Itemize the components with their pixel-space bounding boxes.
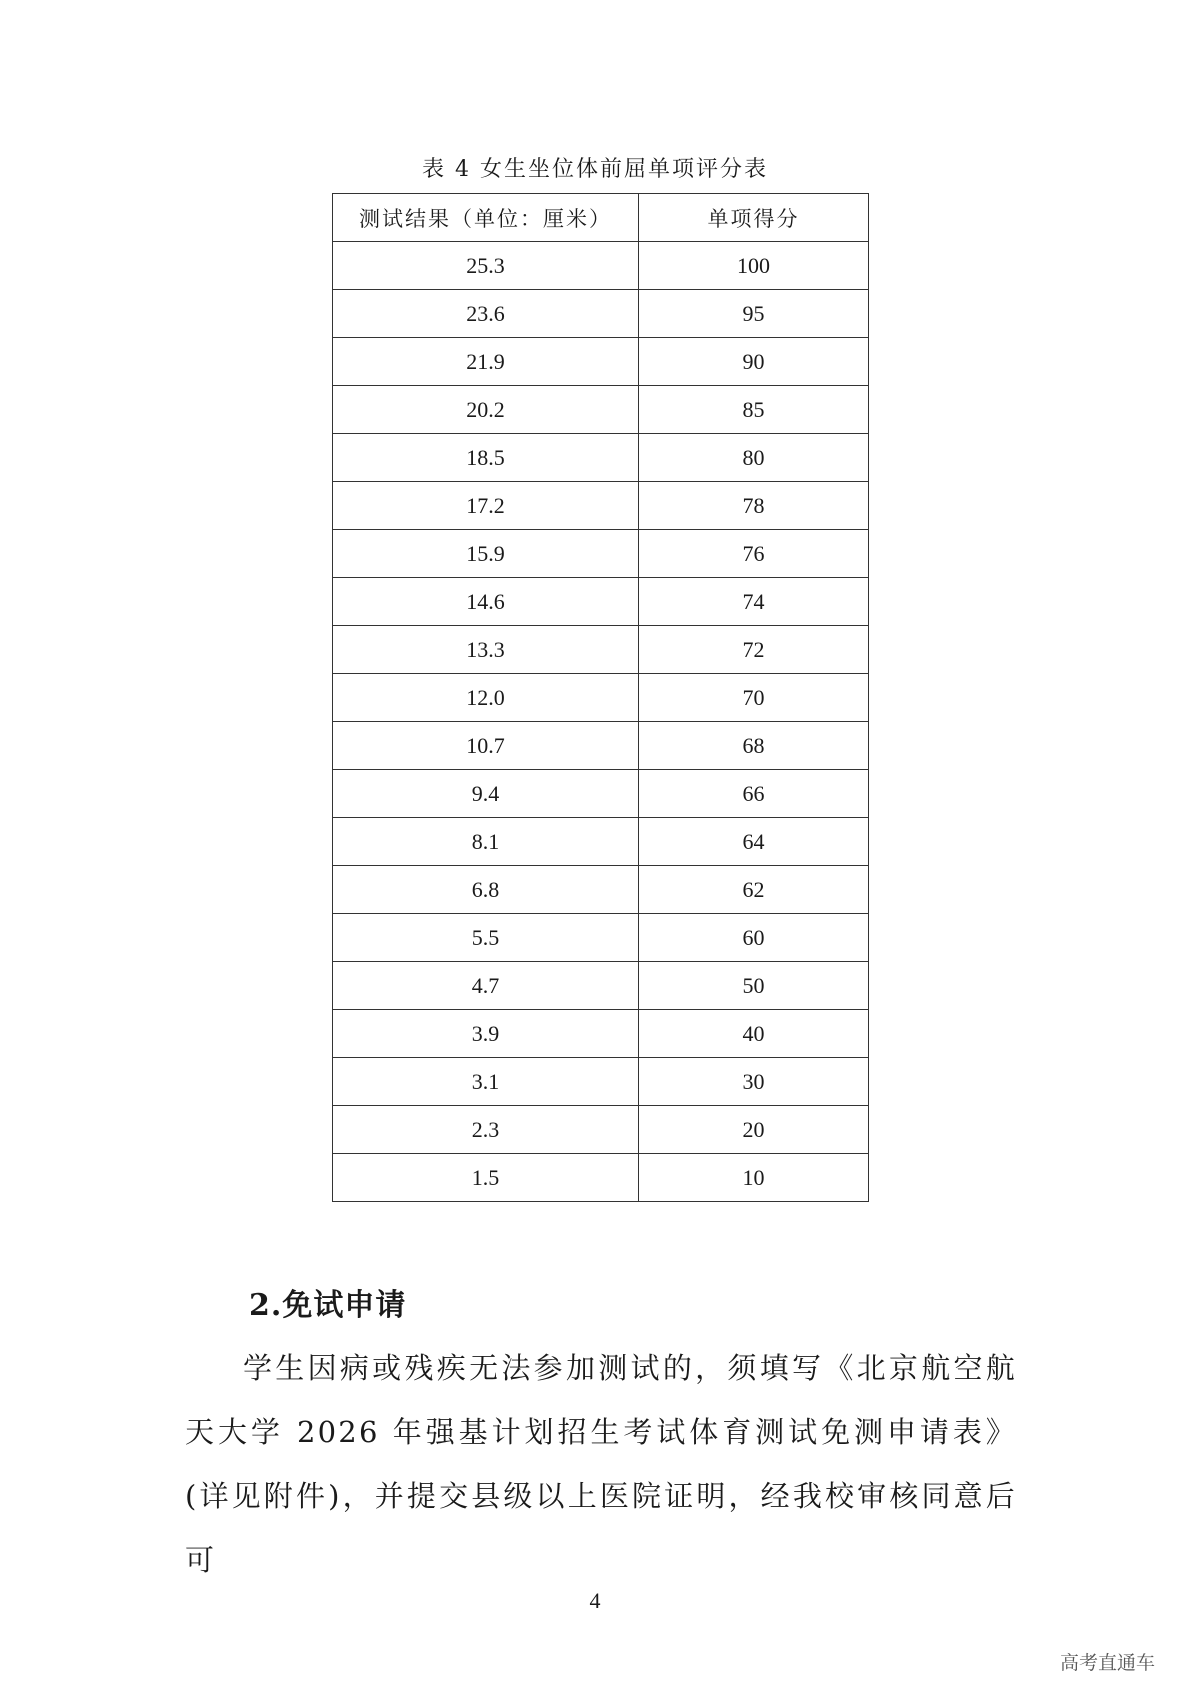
score-cell: 80 (639, 434, 869, 482)
table-row (333, 530, 869, 578)
result-cell: 10.7 (333, 722, 639, 770)
score-cell: 100 (639, 242, 869, 290)
score-cell: 66 (639, 770, 869, 818)
table-row (333, 482, 869, 530)
table-caption: 表 4 女生坐位体前屈单项评分表 (422, 157, 768, 182)
score-cell: 90 (639, 338, 869, 386)
score-cell: 85 (639, 386, 869, 434)
table-row (333, 386, 869, 434)
table-row (333, 1058, 869, 1106)
result-cell: 5.5 (333, 914, 639, 962)
score-cell: 50 (639, 962, 869, 1010)
watermark: 高考直通车 (1060, 1652, 1156, 1674)
header-result: 测试结果（单位：厘米） (333, 194, 639, 242)
score-cell: 64 (639, 818, 869, 866)
table-row (333, 434, 869, 482)
score-cell: 78 (639, 482, 869, 530)
result-cell: 3.1 (333, 1058, 639, 1106)
result-cell: 20.2 (333, 386, 639, 434)
score-cell: 95 (639, 290, 869, 338)
table-row (333, 1154, 869, 1202)
result-cell: 23.6 (333, 290, 639, 338)
score-cell: 76 (639, 530, 869, 578)
result-cell: 15.9 (333, 530, 639, 578)
score-cell: 20 (639, 1106, 869, 1154)
table-row (333, 1106, 869, 1154)
result-cell: 13.3 (333, 626, 639, 674)
table-header-row (333, 194, 869, 242)
result-cell: 14.6 (333, 578, 639, 626)
table-row (333, 290, 869, 338)
section-paragraph: 学生因病或残疾无法参加测试的，须填写《北京航空航天大学 2026 年强基计划招生考试体育测试免测申请表》(详见附件)，并提交县级以上医院证明，经我校审核同意后可 (185, 1351, 1017, 1577)
result-cell: 3.9 (333, 1010, 639, 1058)
result-cell: 9.4 (333, 770, 639, 818)
table-row (333, 578, 869, 626)
result-cell: 12.0 (333, 674, 639, 722)
table-row (333, 914, 869, 962)
table-row (333, 674, 869, 722)
table-row (333, 722, 869, 770)
table-row (333, 818, 869, 866)
result-cell: 2.3 (333, 1106, 639, 1154)
table-body (333, 242, 869, 1202)
score-cell: 10 (639, 1154, 869, 1202)
result-cell: 18.5 (333, 434, 639, 482)
result-cell: 4.7 (333, 962, 639, 1010)
result-cell: 17.2 (333, 482, 639, 530)
table-row (333, 242, 869, 290)
score-cell: 74 (639, 578, 869, 626)
table-row (333, 866, 869, 914)
result-cell: 6.8 (333, 866, 639, 914)
table-row (333, 626, 869, 674)
page-number: 4 (589, 1588, 601, 1613)
table-row (333, 770, 869, 818)
header-score: 单项得分 (639, 194, 869, 242)
score-cell: 60 (639, 914, 869, 962)
result-cell: 1.5 (333, 1154, 639, 1202)
score-cell: 40 (639, 1010, 869, 1058)
score-cell: 72 (639, 626, 869, 674)
result-cell: 21.9 (333, 338, 639, 386)
result-cell: 25.3 (333, 242, 639, 290)
score-cell: 70 (639, 674, 869, 722)
score-cell: 30 (639, 1058, 869, 1106)
result-cell: 8.1 (333, 818, 639, 866)
score-table (332, 193, 869, 1202)
table-row (333, 962, 869, 1010)
score-cell: 68 (639, 722, 869, 770)
table-row (333, 1010, 869, 1058)
score-cell: 62 (639, 866, 869, 914)
section-heading: 2.免试申请 (249, 1288, 407, 1323)
table-row (333, 338, 869, 386)
